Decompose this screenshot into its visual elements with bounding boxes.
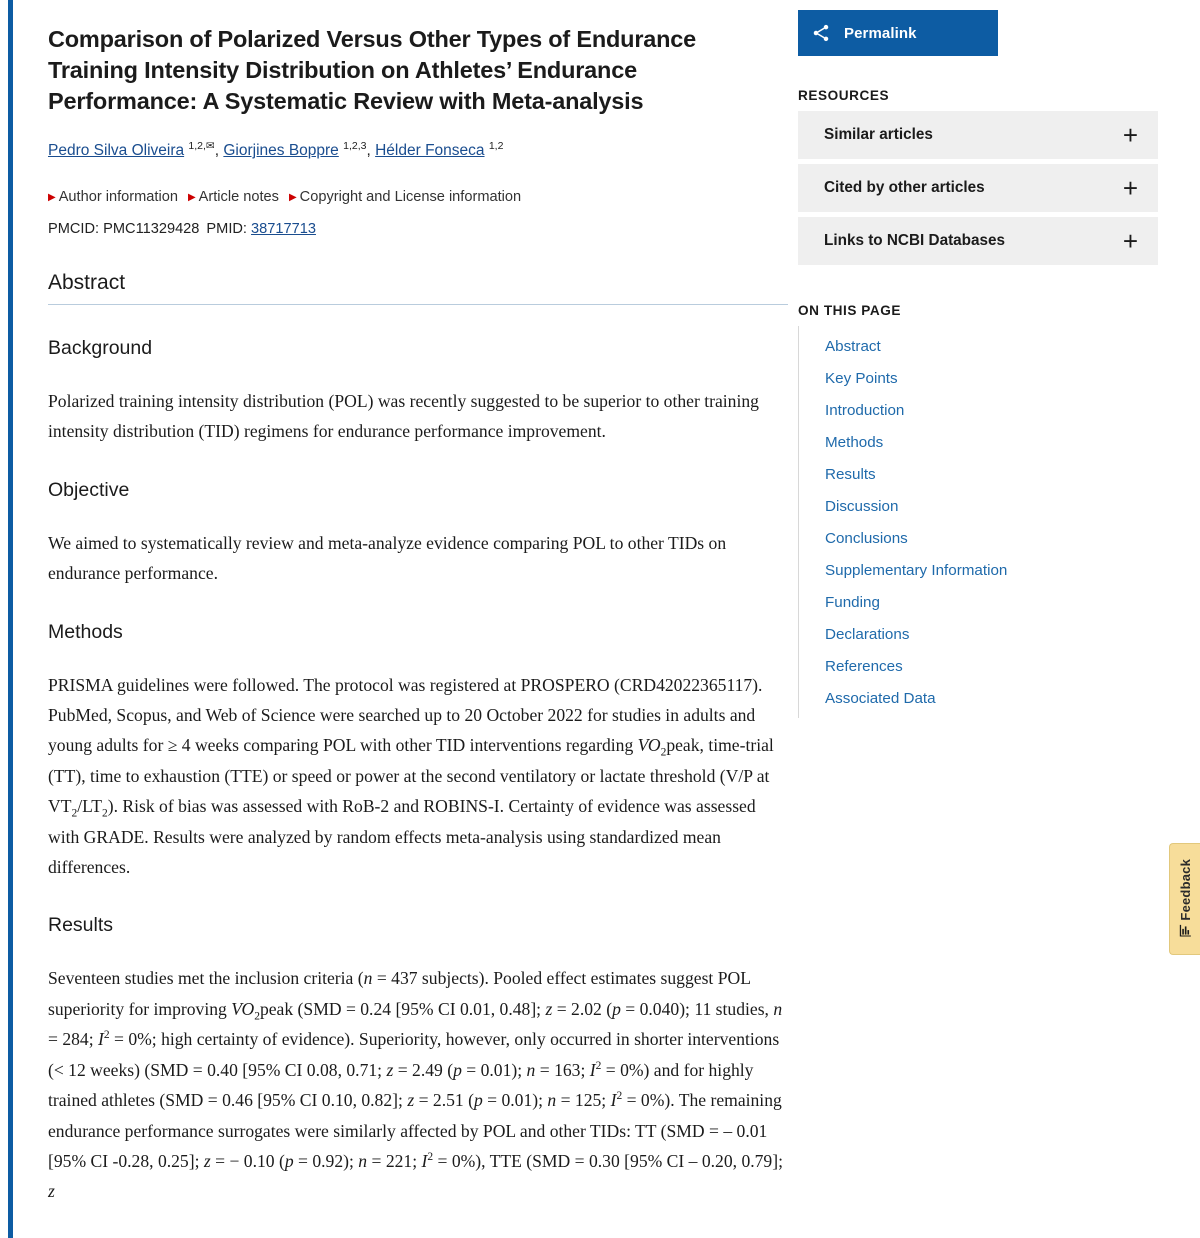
copyright-license-link[interactable]: ▶ Copyright and License information [288, 189, 522, 205]
resource-label: Links to NCBI Databases [824, 232, 1006, 249]
list-item [799, 586, 1200, 618]
article-notes-link[interactable]: ▶ Article notes [187, 189, 279, 205]
author-list: Pedro Silva Oliveira $^{1,2,✉}$, Giorjines Boppre $^{1,2,3}$, Hélder Fonseca $^{1,2}$ [48, 139, 504, 159]
toc-link-associated-data[interactable]: Associated Data [825, 689, 936, 707]
caret-right-icon: ▶ [48, 192, 56, 203]
on-this-page-heading: ON THIS PAGE [798, 303, 902, 318]
author-link-3[interactable]: Hélder Fonseca [375, 142, 485, 159]
toc-link-abstract[interactable]: Abstract [825, 337, 881, 355]
list-item [799, 330, 1200, 362]
toc-link-declarations[interactable]: Declarations [825, 625, 910, 643]
author-link-2[interactable]: Giorjines Boppre [223, 142, 339, 159]
resource-row-ncbi-databases[interactable] [798, 217, 1158, 265]
feedback-label: Feedback [1177, 858, 1193, 921]
list-item [799, 522, 1200, 554]
toc-link-supplementary-information[interactable]: Supplementary Information [825, 561, 1008, 579]
section-heading-objective: Objective [48, 478, 130, 501]
pmid-link[interactable]: 38717713 [251, 221, 316, 237]
pmcid-label: PMCID: [48, 221, 100, 237]
list-item [799, 394, 1200, 426]
list-item [799, 554, 1200, 586]
toc-link-funding[interactable]: Funding [825, 593, 880, 611]
toc-link-introduction[interactable]: Introduction [825, 401, 905, 419]
section-paragraph-results: Seventeen studies met the inclusion criteria (n = 437 subjects). Pooled effect estimates suggest POL superiority for improving $VO_2peak$ (SMD = 0.24 [95% CI 0.01, 0.48]; z = 2.02 (p = 0.040); 11 studies, n = 284; $I^2 = 0\%$; high certainty of evidence). Superiority, however, only occurred in shorter interventions (< 12 weeks) (SMD = 0.40 [95% CI 0.08, 0.71; z = 2.49 (p = 0.01); n = 163; $I^2 = 0\%$) and for highly trained athletes (SMD = 0.46 [95% CI 0.10, 0.82]; z = 2.51 (p = 0.01); n = 125; $I^2 = 0\%$). The remaining endurance performance surrogates were similarly affected by POL and other TIDs: TT (SMD = – 0.01 [95% CI -0.28, 0.25]; z = − 0.10 (p = 0.92); n = 221; $I^2 = 0\%$), TTE (SMD = 0.30 [95% CI – 0.20, 0.79]; z [48, 968, 783, 1202]
table-of-contents [798, 326, 1200, 718]
caret-right-icon: ▶ [187, 192, 196, 203]
list-item [799, 362, 1200, 394]
abstract-heading: Abstract [48, 271, 788, 305]
share-icon [798, 23, 844, 43]
toc-link-discussion[interactable]: Discussion [825, 497, 899, 515]
section-heading-results: Results [48, 914, 114, 937]
resource-label: Cited by other articles [824, 179, 985, 196]
resource-row-similar-articles[interactable] [798, 111, 1158, 159]
sidebar [790, 0, 1200, 1238]
caret-right-icon: ▶ [288, 192, 297, 203]
article-identifiers [48, 221, 790, 237]
author-affiliation-2: 1,2,3 [343, 139, 367, 152]
section-heading-methods: Methods [48, 620, 123, 643]
page-title: Comparison of Polarized Versus Other Types of Endurance Training Intensity Distribution on Athletes’ Endurance Performance: A Systematic Review with Meta-analysis [48, 26, 697, 114]
article-meta-links [48, 187, 790, 209]
section-paragraph-methods: PRISMA guidelines were followed. The protocol was registered at PROSPERO (CRD42022365117). PubMed, Scopus, and Web of Science were searched up to 20 October 2022 for studies in adults and young adults for ≥ 4 weeks comparing POL with other TID interventions regarding $VO_2peak$, time-trial (TT), time to exhaustion (TTE) or speed or power at the second ventilatory or lactate threshold (V/P at $VT_2/LT_2$). Risk of bias was assessed with RoB-2 and ROBINS-I. Certainty of evidence was assessed with GRADE. Results were analyzed by random effects meta-analysis using standardized mean differences. [48, 674, 774, 878]
list-item [799, 458, 1200, 490]
list-item [799, 618, 1200, 650]
section-paragraph-objective: We aimed to systematically review and meta-analyze evidence comparing POL to other TIDs on endurance performance. [48, 532, 727, 584]
toc-link-conclusions[interactable]: Conclusions [825, 529, 908, 547]
toc-link-key-points[interactable]: Key Points [825, 369, 898, 387]
author-information-link[interactable]: ▶ Author information [48, 189, 178, 205]
plus-icon[interactable]: + [1122, 226, 1138, 256]
section-heading-background: Background [48, 337, 153, 359]
feedback-tab[interactable] [1169, 843, 1200, 955]
author-affiliation-1: 1,2,✉ [188, 139, 215, 152]
toc-link-results[interactable]: Results [825, 465, 876, 483]
chart-icon [1179, 924, 1192, 939]
resources-heading: RESOURCES [798, 88, 890, 103]
author-link-1[interactable]: Pedro Silva Oliveira [48, 142, 185, 159]
resource-label: Similar articles [824, 126, 933, 143]
list-item [799, 426, 1200, 458]
resource-row-cited-by[interactable] [798, 164, 1158, 212]
list-item [799, 682, 1200, 714]
toc-link-references[interactable]: References [825, 657, 903, 675]
pmid-label: PMID: [206, 221, 247, 237]
author-affiliation-3: 1,2 [488, 139, 504, 152]
plus-icon[interactable]: + [1122, 120, 1138, 150]
section-paragraph-background: Polarized training intensity distribution (POL) was recently suggested to be superior to other training intensity distribution (TID) regimens for endurance performance improvement. [48, 391, 759, 442]
pmcid-value: PMC11329428 [103, 221, 200, 237]
toc-link-methods[interactable]: Methods [825, 433, 884, 451]
plus-icon[interactable]: + [1122, 173, 1138, 203]
permalink-button[interactable] [798, 10, 998, 56]
list-item [799, 490, 1200, 522]
permalink-label: Permalink [844, 24, 917, 42]
list-item [799, 650, 1200, 682]
